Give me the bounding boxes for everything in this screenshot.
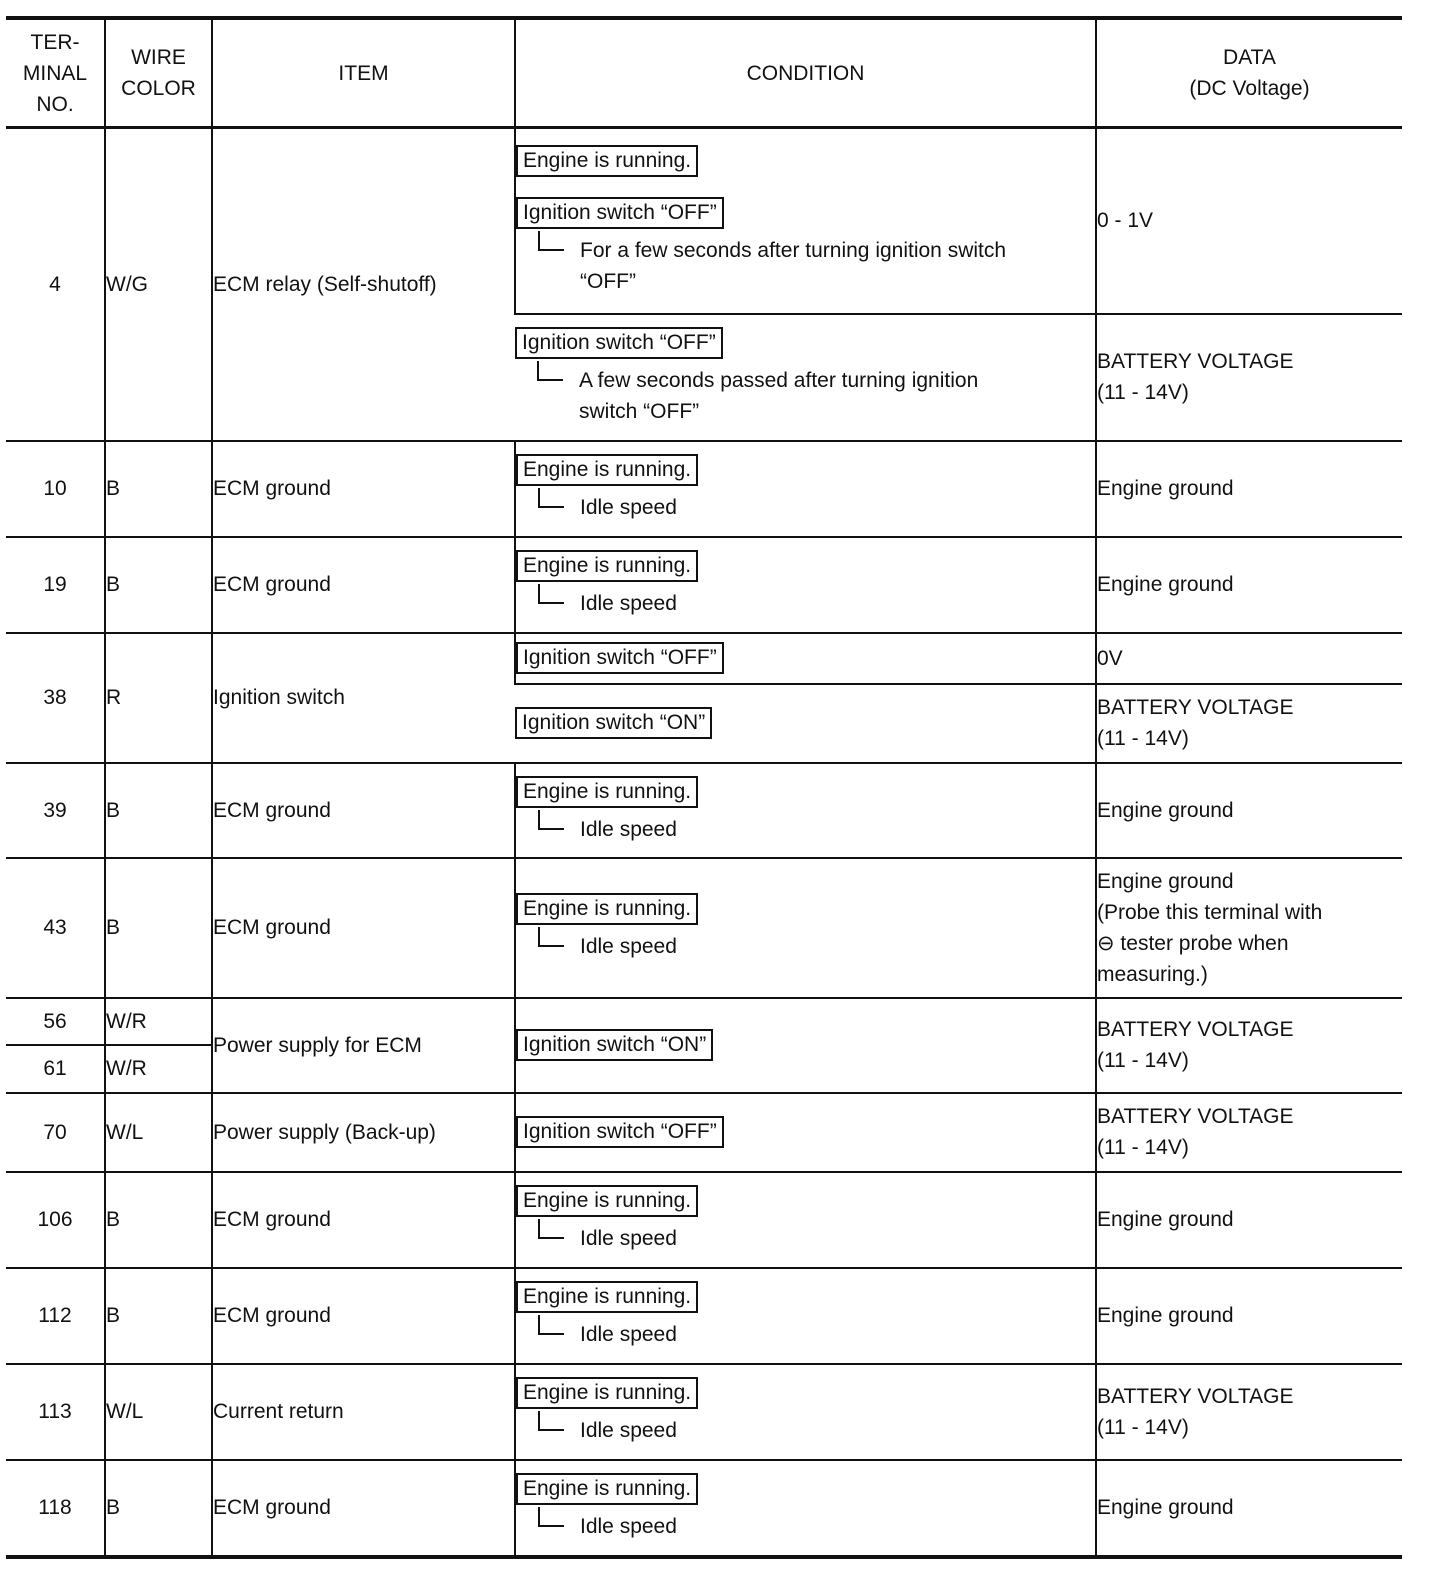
table-row [6,537,1402,633]
condition-group [516,454,1095,523]
data-cell [1096,998,1402,1093]
data-line: measuring.) [1097,962,1208,986]
condition-group [516,642,1095,674]
wire-color-cell: W/R [105,998,212,1045]
condition-box: Ignition switch “ON” [515,707,712,739]
condition-cell [515,128,1096,314]
item-cell: ECM ground [212,1268,515,1364]
table-row [6,128,1402,314]
header-item: ITEM [212,18,515,128]
ecm-terminal-table [6,16,1402,1559]
terminal-no-cell: 118 [6,1460,105,1557]
condition-group [516,1029,1095,1061]
condition-group [515,327,1095,427]
condition-cell [515,441,1096,537]
wire-color-cell: W/L [105,1364,212,1460]
condition-group [515,707,1095,739]
table-row [6,1172,1402,1268]
condition-group [516,197,1095,297]
sub-condition-line: For a few seconds after turning ignition switch [580,238,1007,262]
condition-box: Engine is running. [516,454,698,486]
table-row [6,441,1402,537]
sub-condition-line: Idle speed [580,592,677,615]
condition-box: Engine is running. [516,776,698,808]
table-row [6,1460,1402,1557]
header-wire-color: WIRE COLOR [105,18,212,128]
condition-cell [515,998,1096,1093]
data-line: (11 - 14V) [1097,727,1189,750]
branch-corner-icon [537,361,563,381]
data-line: (11 - 14V) [1097,1415,1189,1439]
data-cell [1096,1172,1402,1268]
data-line: (Probe this terminal with [1097,900,1323,924]
wire-color-cell: B [105,1460,212,1557]
terminal-no-cell: 70 [6,1093,105,1172]
condition-box: Ignition switch “ON” [516,1029,713,1061]
condition-group [516,1185,1095,1254]
condition-cell [515,1093,1096,1172]
condition-group [516,1473,1095,1542]
branch-corner-icon [538,810,564,830]
data-cell [1096,1460,1402,1557]
table-row [6,1364,1402,1460]
condition-cell [515,684,1096,763]
wire-color-cell: B [105,441,212,537]
condition-box: Engine is running. [516,1281,698,1313]
sub-condition-line: A few seconds passed after turning ignition [579,369,979,392]
condition-box: Engine is running. [516,1377,698,1409]
sub-condition [516,235,1095,297]
wire-color-cell: B [105,858,212,998]
data-line: (11 - 14V) [1097,1136,1189,1159]
data-line: Engine ground [1097,1304,1234,1327]
sub-condition [516,931,1095,962]
data-cell [1096,763,1402,858]
table-row [6,633,1402,684]
item-cell: ECM relay (Self-shutoff) [212,128,515,441]
terminal-no-cell: 106 [6,1172,105,1268]
condition-box: Ignition switch “OFF” [516,197,724,229]
condition-group [516,1377,1095,1446]
condition-cell [515,1364,1096,1460]
item-cell: Power supply for ECM [212,998,515,1093]
table-header [6,18,1402,128]
condition-cell [515,763,1096,858]
data-cell [1096,633,1402,684]
header-condition: CONDITION [515,18,1096,128]
condition-cell [515,858,1096,998]
sub-condition-line: Idle speed [580,1227,677,1250]
item-cell: ECM ground [212,763,515,858]
wire-color-cell: B [105,537,212,633]
branch-corner-icon [538,1411,564,1431]
terminal-no-cell: 19 [6,537,105,633]
item-cell: Ignition switch [212,633,515,763]
condition-cell [515,1460,1096,1557]
data-line: BATTERY VOLTAGE [1097,1105,1294,1128]
branch-corner-icon [538,1507,564,1527]
condition-box: Ignition switch “OFF” [516,642,724,674]
data-line: Engine ground [1097,869,1234,893]
branch-corner-icon [538,584,564,604]
data-cell [1096,1364,1402,1460]
terminal-no-cell: 61 [6,1045,105,1093]
table-body [6,128,1402,1557]
terminal-no-cell: 113 [6,1364,105,1460]
data-cell [1096,684,1402,763]
wire-color-cell: B [105,1172,212,1268]
sub-condition-line: Idle speed [580,817,677,841]
item-cell: ECM ground [212,1460,515,1557]
branch-corner-icon [538,1219,564,1239]
data-line: 0V [1097,646,1123,670]
condition-box: Engine is running. [516,1473,698,1505]
item-cell: Current return [212,1364,515,1460]
condition-cell [515,314,1096,441]
data-line: 0 - 1V [1097,209,1154,233]
branch-corner-icon [538,488,564,508]
branch-corner-icon [538,927,564,947]
data-line: Engine ground [1097,573,1234,596]
wire-color-cell: W/R [105,1045,212,1093]
data-cell [1096,858,1402,998]
data-line: Engine ground [1097,1208,1234,1231]
data-line: BATTERY VOLTAGE [1097,1384,1294,1408]
terminal-no-cell: 39 [6,763,105,858]
terminal-no-cell: 10 [6,441,105,537]
condition-cell [515,1172,1096,1268]
terminal-no-cell: 56 [6,998,105,1045]
condition-cell [515,537,1096,633]
condition-group [516,1281,1095,1350]
table-row [6,998,1402,1045]
wire-color-cell: W/L [105,1093,212,1172]
sub-condition [516,1319,1095,1350]
header-data: DATA (DC Voltage) [1096,18,1402,128]
sub-condition-line: switch “OFF” [579,400,700,423]
condition-box: Engine is running. [516,893,698,925]
terminal-no-cell: 112 [6,1268,105,1364]
sub-condition-line: Idle speed [580,1419,677,1442]
terminal-no-cell: 4 [6,128,105,441]
branch-corner-icon [538,1315,564,1335]
sub-condition-line: Idle speed [580,1515,677,1538]
item-cell: Power supply (Back-up) [212,1093,515,1172]
wire-color-cell: W/G [105,128,212,441]
condition-group [516,1116,1095,1148]
condition-cell [515,633,1096,684]
item-cell: ECM ground [212,858,515,998]
sub-condition [516,814,1095,845]
table-row [6,1268,1402,1364]
condition-box: Ignition switch “OFF” [516,1116,724,1148]
data-cell [1096,1268,1402,1364]
table-row [6,1093,1402,1172]
item-cell: ECM ground [212,441,515,537]
wire-color-cell: B [105,1268,212,1364]
sub-condition [516,492,1095,523]
sub-condition [516,588,1095,619]
sub-condition [516,1223,1095,1254]
data-line: BATTERY VOLTAGE [1097,1018,1294,1041]
data-cell [1096,1093,1402,1172]
sub-condition-line: “OFF” [580,269,636,293]
condition-box: Engine is running. [516,1185,698,1217]
sub-condition-line: Idle speed [580,496,677,519]
sub-condition [516,1511,1095,1542]
table-row [6,763,1402,858]
data-line: ⊖ tester probe when [1097,931,1289,955]
sub-condition [516,1415,1095,1446]
data-line: BATTERY VOLTAGE [1097,696,1294,719]
branch-corner-icon [538,231,564,251]
condition-box: Engine is running. [516,550,698,582]
sub-condition-line: Idle speed [580,1323,677,1346]
wire-color-cell: B [105,763,212,858]
data-cell [1096,441,1402,537]
data-line: Engine ground [1097,798,1234,822]
terminal-no-cell: 43 [6,858,105,998]
data-line: BATTERY VOLTAGE [1097,350,1294,373]
wire-color-cell: R [105,633,212,763]
condition-group [516,145,1095,177]
data-cell [1096,314,1402,441]
data-line: Engine ground [1097,1496,1234,1519]
condition-box: Ignition switch “OFF” [515,327,723,359]
table-row [6,858,1402,998]
condition-group [516,893,1095,962]
data-line: (11 - 14V) [1097,1049,1189,1072]
data-cell [1096,537,1402,633]
data-cell [1096,128,1402,314]
data-line: Engine ground [1097,477,1234,500]
condition-group [516,776,1095,845]
condition-box: Engine is running. [516,145,698,177]
sub-condition [515,365,1095,427]
condition-cell [515,1268,1096,1364]
item-cell: ECM ground [212,1172,515,1268]
header-terminal-no: TER- MINAL NO. [6,18,105,128]
terminal-no-cell: 38 [6,633,105,763]
condition-group [516,550,1095,619]
item-cell: ECM ground [212,537,515,633]
data-line: (11 - 14V) [1097,381,1189,404]
sub-condition-line: Idle speed [580,935,677,958]
